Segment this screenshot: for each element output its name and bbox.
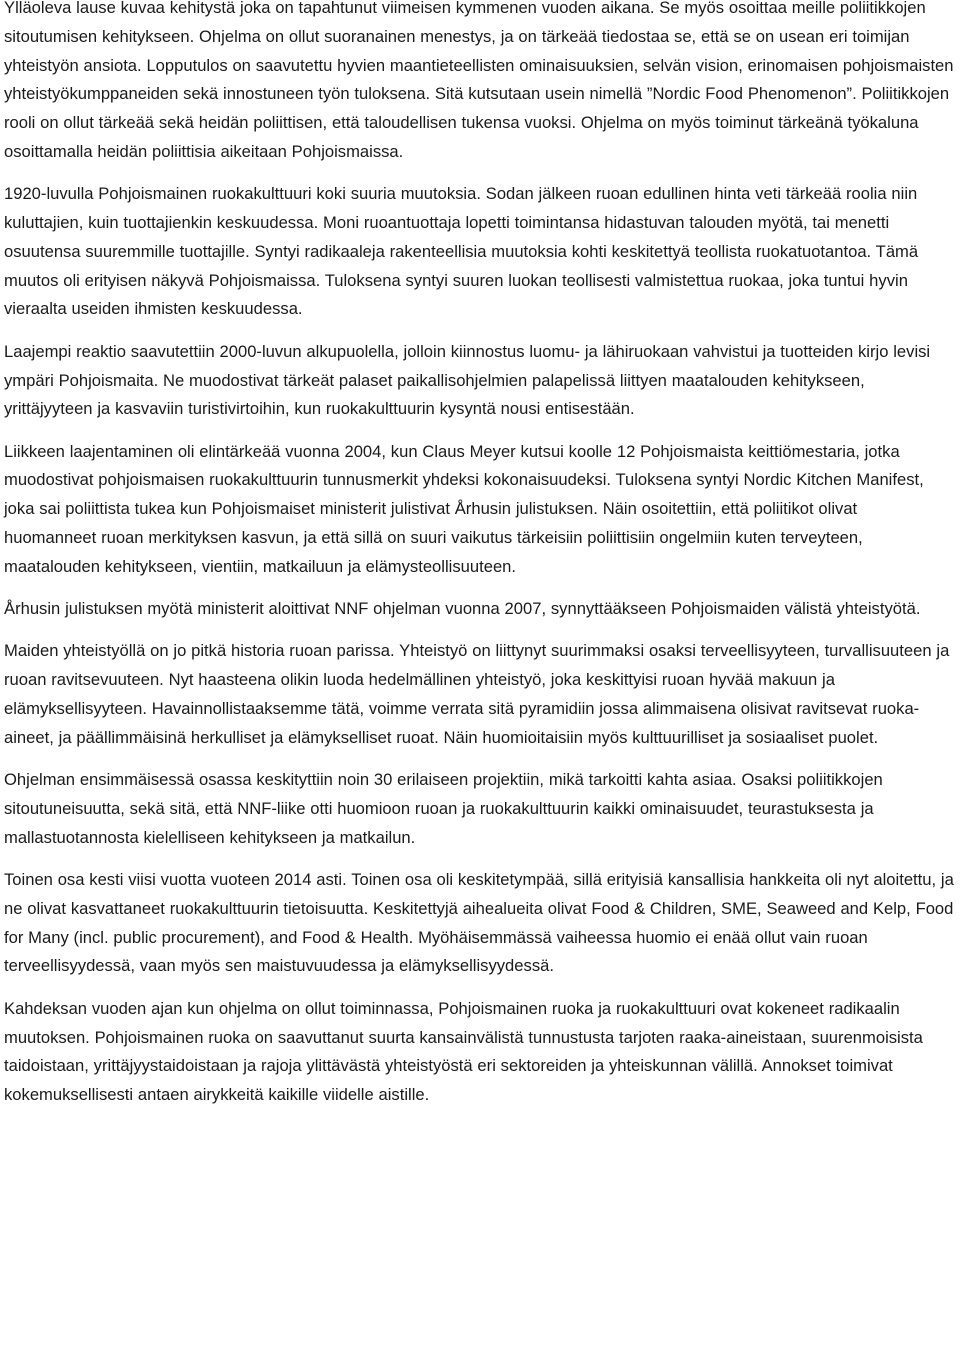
paragraph-5: Århusin julistuksen myötä ministerit aloittivat NNF ohjelman vuonna 2007, synnyttääkseen Pohjoismaiden välistä yhteistyötä. xyxy=(4,599,921,619)
paragraph-1: Ylläoleva lause kuvaa kehitystä joka on tapahtunut viimeisen kymmenen vuoden aikana. Se myös osoittaa meille poliitikkojen sitoutumisen kehitykseen. Ohjelma on ollut suoranainen menestys, ja on tärkeää tiedostaa se, että se on usean eri toimijan yhteistyön ansiota. Lopputulos on saavutettu hyvien maantieteellisten ominaisuuksien, selvän vision, erinomaisen pohjoismaisten yhteistyökumppaneiden sekä innostuneen työn tuloksena. Sitä kutsutaan usein nimellä ”Nordic Food Phenomenon”. Poliitikkojen rooli on ollut tärkeää sekä heidän poliittisen, että taloudellisen tukensa vuoksi. Ohjelma on myös toiminut tärkeänä työkaluna osoittamalla heidän poliittisia aikeitaan Pohjoismaissa. xyxy=(4,0,954,161)
paragraph-3: Laajempi reaktio saavutettiin 2000-luvun alkupuolella, jolloin kiinnostus luomu- ja lähiruokaan vahvistui ja tuotteiden kirjo levisi ympäri Pohjoismaita. Ne muodostivat tärkeät palaset paikallisohjelmien palapelissä liittyen maatalouden kehitykseen, yrittäjyyteen ja kasvaviin turistivirtoihin, kun ruokakulttuurin kysyntä nousi entisestään. xyxy=(4,341,931,419)
paragraph-8: Toinen osa kesti viisi vuotta vuoteen 2014 asti. Toinen osa oli keskitetympää, sillä erityisiä kansallisia hankkeita oli nyt aloitettu, ja ne olivat kasvattaneet ruokakulttuurin tietoisuutta. Keskitettyjä aihealueita olivat Food & Children, SME, Seaweed and Kelp, Food for Many (incl. public procurement), and Food & Health. Myöhäisemmässä vaiheessa huomio ei enää ollut vain ruoan terveellisyydessä, vaan myös sen maistuvuudessa ja elämyksellisyydessä. xyxy=(4,870,954,976)
paragraph-7: Ohjelman ensimmäisessä osassa keskityttiin noin 30 erilaiseen projektiin, mikä tarkoitti kahta asiaa. Osaksi poliitikkojen sitoutuneisuutta, sekä sitä, että NNF-liike otti huomioon ruoan ja ruokakulttuurin kaikki ominaisuudet, teurastuksesta ja mallastuotannosta kielelliseen kehitykseen ja matkailun. xyxy=(4,770,883,847)
paragraph-9: Kahdeksan vuoden ajan kun ohjelma on ollut toiminnassa, Pohjoismainen ruoka ja ruokakulttuuri ovat kokeneet radikaalin muutoksen. Pohjoismainen ruoka on saavuttanut suurta kansainvälistä tunnustusta tarjoten raaka-aineistaan, suurenmoisista taidoistaan, yrittäjyystaidoistaan ja rajoja ylittävästä yhteistyöstä eri sektoreiden ja yhteiskunnan välillä. Annokset toimivat kokemuksellisesti antaen airykkeitä kaikille viidelle aistille. xyxy=(4,998,923,1105)
paragraph-6: Maiden yhteistyöllä on jo pitkä historia ruoan parissa. Yhteistyö on liittynyt suurimmaksi osaksi terveellisyyteen, turvallisuuteen ja ruoan ravitsevuuteen. Nyt haasteena olikin luoda hedelmällinen yhteistyö, joka keskittyisi ruoan hyvää makuun ja elämyksellisyyteen. Havainnollistaaksemme tätä, voimme verrata sitä pyramidiin jossa alimmaisena olisivat ravitsevat ruoka-aineet, ja päällimmäisinä herkulliset ja elämykselliset ruoat. Näin huomioitaisiin myös kulttuurilliset ja sosiaaliset puolet. xyxy=(4,641,950,747)
paragraph-2: 1920-luvulla Pohjoismainen ruokakulttuuri koki suuria muutoksia. Sodan jälkeen ruoan edullinen hinta veti tärkeää roolia niin kuluttajien, kuin tuottajienkin keskuudessa. Moni ruoantuottaja lopetti toimintansa hidastuvan talouden myötä, tai menetti osuutensa suuremmille tuottajille. Syntyi radikaaleja rakenteellisia muutoksia kohti keskitettyä teollista ruokatuotantoa. Tämä muutos oli erityisen näkyvä Pohjoismaissa. Tuloksena syntyi suuren luokan teollisesti valmistettua ruokaa, joka tuntui hyvin vieraalta useiden ihmisten keskuudessa. xyxy=(4,184,919,319)
paragraph-4: Liikkeen laajentaminen oli elintärkeää vuonna 2004, kun Claus Meyer kutsui koolle 12 Pohjoismaista keittiömestaria, jotka muodostivat pohjoismaisen ruokakulttuurin tunnusmerkit yhdeksi kokonaisuudeksi. Tuloksena syntyi Nordic Kitchen Manifest, joka sai poliittista tukea kun Pohjoismaiset ministerit julistivat Århusin julistuksen. Näin osoitettiin, että poliitikot olivat huomanneet ruoan merkityksen kasvun, ja että sillä on suuri vaikutus tärkeisiin poliittisiin ongelmiin kuten terveyteen, maatalouden kehitykseen, vientiin, matkailuun ja elämysteollisuuteen. xyxy=(4,441,924,576)
